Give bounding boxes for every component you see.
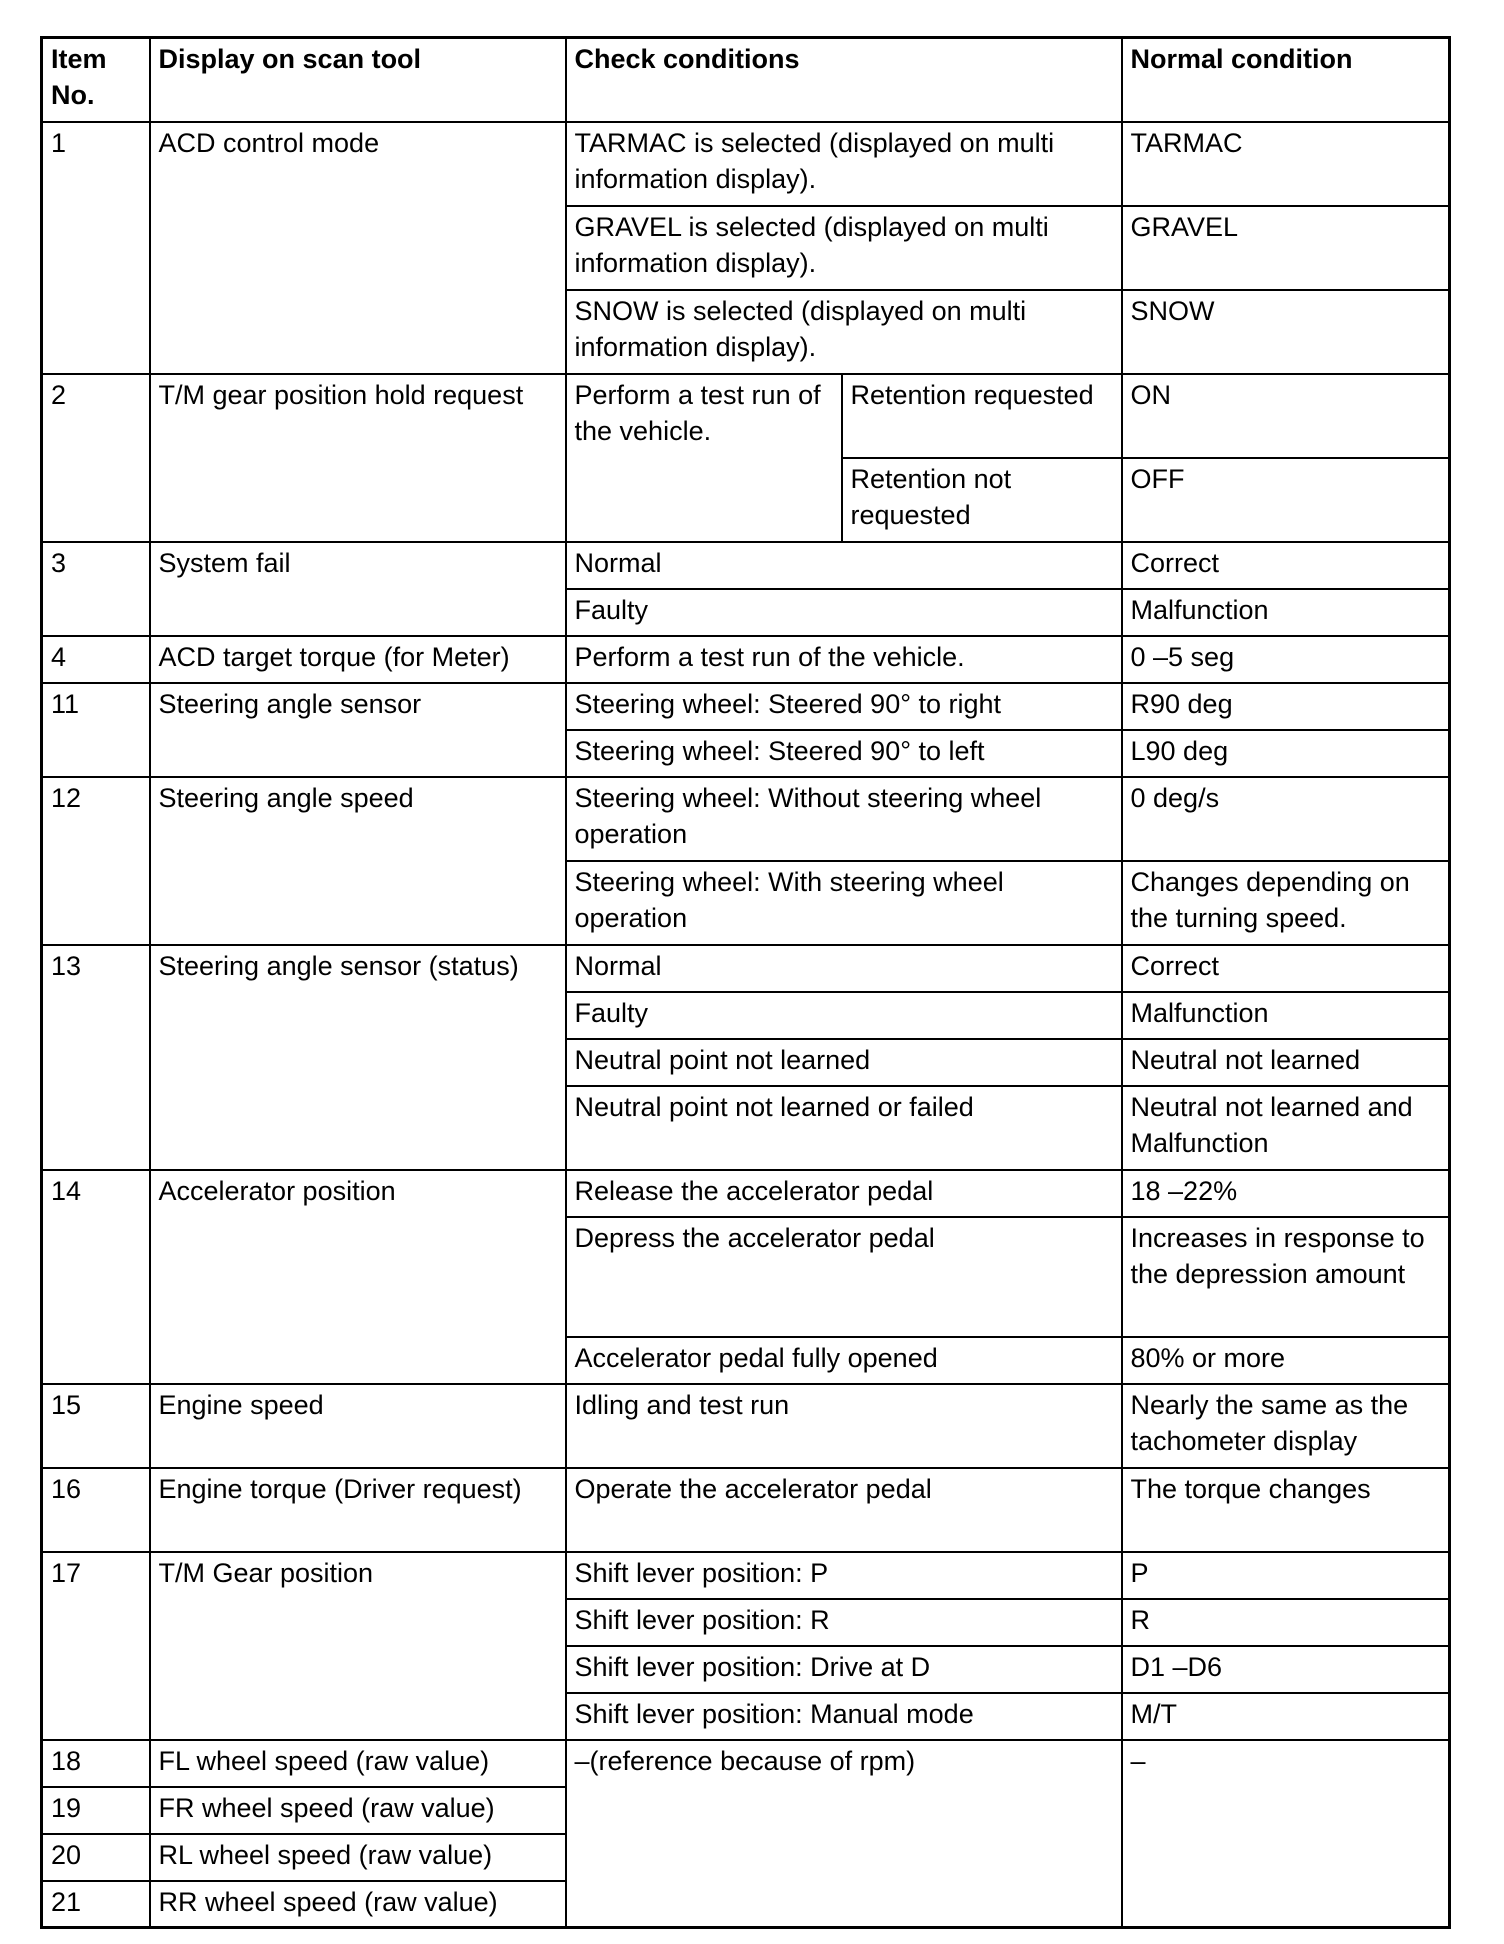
header-item-no: Item No. bbox=[42, 38, 150, 122]
check-condition: Shift lever position: Manual mode bbox=[566, 1693, 1122, 1740]
normal-condition: D1 –D6 bbox=[1122, 1646, 1450, 1693]
display-item: Engine speed bbox=[150, 1384, 566, 1468]
check-condition: Normal bbox=[566, 945, 1122, 992]
item-number: 21 bbox=[42, 1881, 150, 1928]
normal-condition: Correct bbox=[1122, 542, 1450, 589]
display-item: T/M Gear position bbox=[150, 1552, 566, 1740]
table-row bbox=[42, 636, 1450, 683]
table-row bbox=[42, 374, 1450, 458]
display-item: RR wheel speed (raw value) bbox=[150, 1881, 566, 1928]
check-condition: SNOW is selected (displayed on multi information display). bbox=[566, 290, 1122, 374]
table-row bbox=[42, 1740, 1450, 1787]
item-number: 4 bbox=[42, 636, 150, 683]
item-number: 17 bbox=[42, 1552, 150, 1740]
check-condition: Shift lever position: P bbox=[566, 1552, 1122, 1599]
table-row bbox=[42, 683, 1450, 730]
normal-condition: L90 deg bbox=[1122, 730, 1450, 777]
normal-condition: The torque changes bbox=[1122, 1468, 1450, 1552]
table-header-row bbox=[42, 38, 1450, 122]
normal-condition: 80% or more bbox=[1122, 1337, 1450, 1384]
header-display: Display on scan tool bbox=[150, 38, 566, 122]
table-row bbox=[42, 1170, 1450, 1217]
check-condition: Faulty bbox=[566, 992, 1122, 1039]
item-number: 11 bbox=[42, 683, 150, 777]
normal-condition: Malfunction bbox=[1122, 992, 1450, 1039]
normal-condition: 0 deg/s bbox=[1122, 777, 1450, 861]
check-condition: TARMAC is selected (displayed on multi information display). bbox=[566, 122, 1122, 206]
normal-condition: – bbox=[1122, 1740, 1450, 1928]
check-condition: Normal bbox=[566, 542, 1122, 589]
check-condition: Idling and test run bbox=[566, 1384, 1122, 1468]
item-number: 13 bbox=[42, 945, 150, 1170]
normal-condition: TARMAC bbox=[1122, 122, 1450, 206]
item-number: 18 bbox=[42, 1740, 150, 1787]
display-item: Steering angle sensor (status) bbox=[150, 945, 566, 1170]
check-condition: Shift lever position: Drive at D bbox=[566, 1646, 1122, 1693]
check-condition: Perform a test run of the vehicle. bbox=[566, 636, 1122, 683]
check-condition: Faulty bbox=[566, 589, 1122, 636]
normal-condition: Malfunction bbox=[1122, 589, 1450, 636]
check-sub-condition: Retention requested bbox=[842, 374, 1122, 458]
check-condition: Neutral point not learned bbox=[566, 1039, 1122, 1086]
normal-condition: ON bbox=[1122, 374, 1450, 458]
check-condition: Steering wheel: Steered 90° to left bbox=[566, 730, 1122, 777]
check-condition: Release the accelerator pedal bbox=[566, 1170, 1122, 1217]
table-row bbox=[42, 945, 1450, 992]
check-condition: Steering wheel: Without steering wheel operation bbox=[566, 777, 1122, 861]
item-number: 19 bbox=[42, 1787, 150, 1834]
check-condition: Steering wheel: Steered 90° to right bbox=[566, 683, 1122, 730]
scan-tool-data-table bbox=[40, 36, 1451, 1929]
display-item: Steering angle sensor bbox=[150, 683, 566, 777]
item-number: 3 bbox=[42, 542, 150, 636]
table-row bbox=[42, 1384, 1450, 1468]
display-item: T/M gear position hold request bbox=[150, 374, 566, 542]
item-number: 2 bbox=[42, 374, 150, 542]
normal-condition: Correct bbox=[1122, 945, 1450, 992]
normal-condition: R bbox=[1122, 1599, 1450, 1646]
header-normal-condition: Normal condition bbox=[1122, 38, 1450, 122]
check-sub-condition: Retention not requested bbox=[842, 458, 1122, 542]
display-item: ACD target torque (for Meter) bbox=[150, 636, 566, 683]
display-item: RL wheel speed (raw value) bbox=[150, 1834, 566, 1881]
check-condition: Depress the accelerator pedal bbox=[566, 1217, 1122, 1337]
table-row bbox=[42, 1552, 1450, 1599]
item-number: 12 bbox=[42, 777, 150, 945]
check-condition: Perform a test run of the vehicle. bbox=[566, 374, 842, 542]
table-row bbox=[42, 1468, 1450, 1552]
item-number: 14 bbox=[42, 1170, 150, 1384]
table-row bbox=[42, 542, 1450, 589]
display-item: ACD control mode bbox=[150, 122, 566, 374]
display-item: Accelerator position bbox=[150, 1170, 566, 1384]
normal-condition: Neutral not learned bbox=[1122, 1039, 1450, 1086]
normal-condition: Nearly the same as the tachometer display bbox=[1122, 1384, 1450, 1468]
table-row bbox=[42, 777, 1450, 861]
normal-condition: GRAVEL bbox=[1122, 206, 1450, 290]
normal-condition: Neutral not learned and Malfunction bbox=[1122, 1086, 1450, 1170]
display-item: FL wheel speed (raw value) bbox=[150, 1740, 566, 1787]
table-row bbox=[42, 122, 1450, 206]
display-item: FR wheel speed (raw value) bbox=[150, 1787, 566, 1834]
item-number: 16 bbox=[42, 1468, 150, 1552]
normal-condition: 0 –5 seg bbox=[1122, 636, 1450, 683]
normal-condition: Changes depending on the turning speed. bbox=[1122, 861, 1450, 945]
check-condition: Neutral point not learned or failed bbox=[566, 1086, 1122, 1170]
check-condition: Shift lever position: R bbox=[566, 1599, 1122, 1646]
normal-condition: R90 deg bbox=[1122, 683, 1450, 730]
check-condition: GRAVEL is selected (displayed on multi information display). bbox=[566, 206, 1122, 290]
item-number: 1 bbox=[42, 122, 150, 374]
normal-condition: Increases in response to the depression amount bbox=[1122, 1217, 1450, 1337]
header-check-conditions: Check conditions bbox=[566, 38, 1122, 122]
item-number: 20 bbox=[42, 1834, 150, 1881]
normal-condition: P bbox=[1122, 1552, 1450, 1599]
display-item: Engine torque (Driver request) bbox=[150, 1468, 566, 1552]
normal-condition: SNOW bbox=[1122, 290, 1450, 374]
display-item: System fail bbox=[150, 542, 566, 636]
item-number: 15 bbox=[42, 1384, 150, 1468]
normal-condition: 18 –22% bbox=[1122, 1170, 1450, 1217]
check-condition: Accelerator pedal fully opened bbox=[566, 1337, 1122, 1384]
check-condition: Steering wheel: With steering wheel operation bbox=[566, 861, 1122, 945]
normal-condition: M/T bbox=[1122, 1693, 1450, 1740]
check-condition: –(reference because of rpm) bbox=[566, 1740, 1122, 1928]
normal-condition: OFF bbox=[1122, 458, 1450, 542]
display-item: Steering angle speed bbox=[150, 777, 566, 945]
check-condition: Operate the accelerator pedal bbox=[566, 1468, 1122, 1552]
